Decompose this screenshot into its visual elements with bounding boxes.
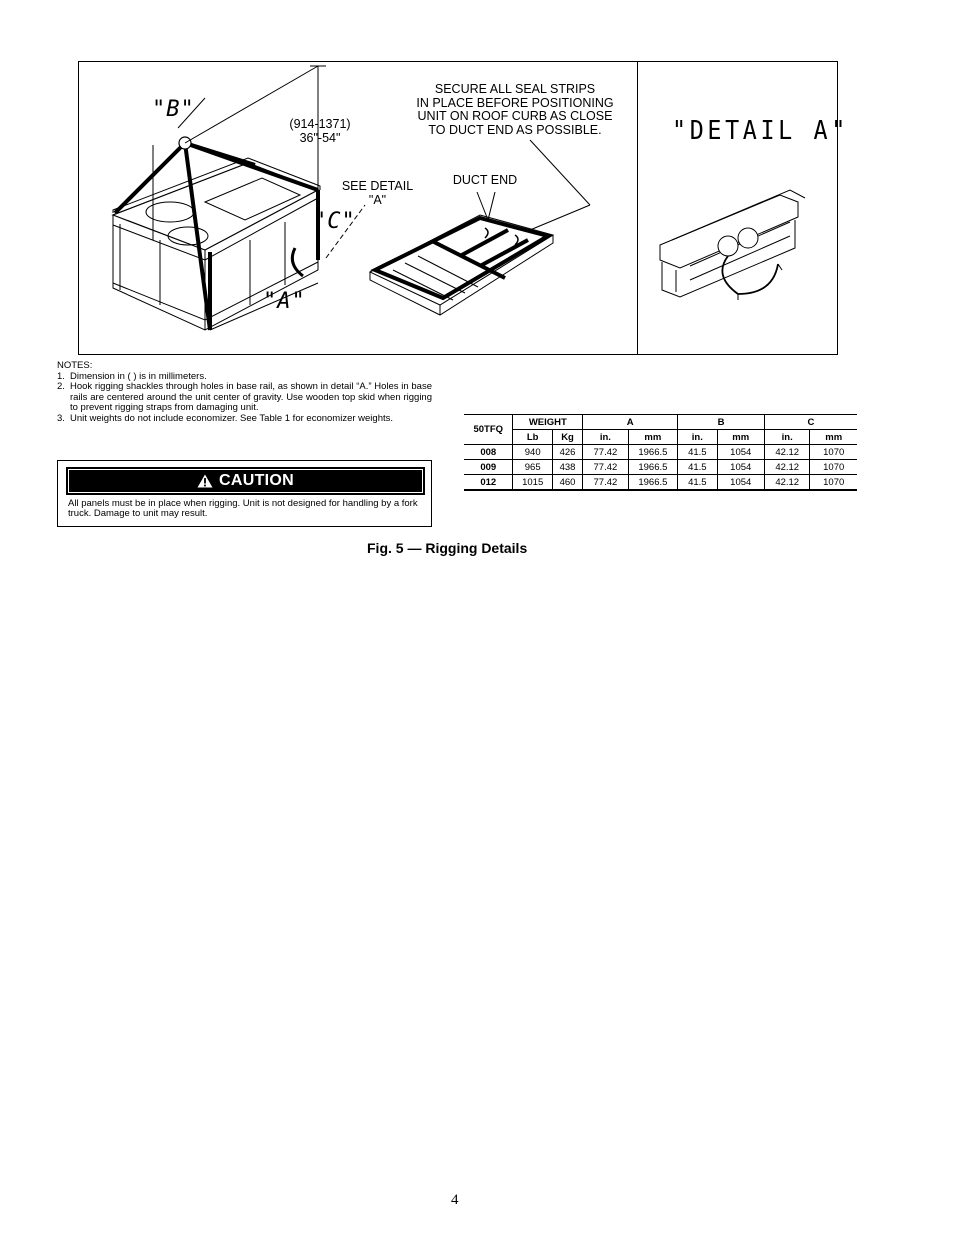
table-cell: 460 — [552, 475, 582, 491]
group-header: C — [764, 415, 857, 430]
note-text: Dimension in ( ) is in millimeters. — [70, 370, 207, 382]
table-cell: 1070 — [810, 460, 857, 475]
table-cell: 1966.5 — [628, 445, 678, 460]
note-text: Hook rigging shackles through holes in base rail, as shown in detail “A.” Holes in base rails are centered around the unit center of gravity. Use wooden top skid when rigging to prevent rigging straps from damaging unit. — [70, 381, 432, 414]
group-header: A — [583, 415, 678, 430]
caution-text: All panels must be in place when rigging. Unit is not designed for handling by a fork truck. Damage to unit may result. — [68, 498, 418, 520]
table-cell: 012 — [464, 475, 513, 491]
table-cell: 42.12 — [764, 460, 809, 475]
table-cell: 1054 — [717, 460, 764, 475]
page-number: 4 — [451, 1192, 459, 1208]
table-cell: 009 — [464, 460, 513, 475]
note-number: 2. — [57, 381, 65, 393]
label-c: "C" — [313, 209, 356, 234]
table-cell: 1966.5 — [628, 475, 678, 491]
callout-duct-end: DUCT END — [452, 173, 518, 187]
sub-header: in. — [764, 430, 809, 445]
label-a: "A" — [263, 289, 306, 314]
callout-dimension: (914-1371) 36"-54" — [289, 117, 351, 145]
table-cell: 1966.5 — [628, 460, 678, 475]
label-b: "B" — [152, 97, 195, 122]
table-cell: 42.12 — [764, 445, 809, 460]
figure-caption: Fig. 5 — Rigging Details — [367, 540, 528, 556]
table-subheader-row — [464, 430, 857, 445]
model-header: 50TFQ — [464, 415, 513, 445]
note-number: 3. — [57, 412, 65, 424]
caution-title: CAUTION — [219, 472, 294, 489]
callout-see-detail: SEE DETAIL "A" — [341, 179, 414, 207]
table-cell: 1070 — [810, 445, 857, 460]
table-cell: 77.42 — [583, 475, 628, 491]
sub-header: in. — [678, 430, 717, 445]
sub-header: in. — [583, 430, 628, 445]
sub-header: mm — [810, 430, 857, 445]
table-cell: 438 — [552, 460, 582, 475]
table-row — [464, 475, 857, 491]
detail-a-drawing — [660, 190, 805, 300]
table-row — [464, 445, 857, 460]
note-item — [57, 382, 432, 414]
weights-table — [464, 414, 857, 491]
note-text: Unit weights do not include economizer. See Table 1 for economizer weights. — [70, 412, 394, 424]
sub-header: Lb — [513, 430, 552, 445]
notes — [57, 361, 432, 425]
group-header: WEIGHT — [513, 415, 583, 430]
detail-a-title: "DETAIL A" — [672, 116, 849, 146]
notes-heading: NOTES: — [57, 360, 93, 371]
sub-header: mm — [628, 430, 678, 445]
table-cell: 940 — [513, 445, 552, 460]
warning-triangle-icon — [197, 474, 213, 488]
rigging-illustration — [0, 0, 954, 400]
table-cell: 77.42 — [583, 445, 628, 460]
table-cell: 1015 — [513, 475, 552, 491]
sub-header: mm — [717, 430, 764, 445]
table-row — [464, 460, 857, 475]
table-cell: 42.12 — [764, 475, 809, 491]
roof-curb-drawing — [370, 140, 590, 315]
table-cell: 77.42 — [583, 460, 628, 475]
caution-box — [57, 460, 432, 527]
table-cell: 41.5 — [678, 460, 717, 475]
callout-seal-strips: SECURE ALL SEAL STRIPS IN PLACE BEFORE POSITIONING UNIT ON ROOF CURB AS CLOSE TO DUCT END AS POSSIBLE. — [416, 82, 614, 137]
table-cell: 1054 — [717, 475, 764, 491]
table-cell: 41.5 — [678, 445, 717, 460]
caution-header — [66, 467, 425, 495]
table-cell: 008 — [464, 445, 513, 460]
table-cell: 41.5 — [678, 475, 717, 491]
sub-header: Kg — [552, 430, 582, 445]
table-cell: 1054 — [717, 445, 764, 460]
note-number: 1. — [57, 370, 65, 382]
table-cell: 965 — [513, 460, 552, 475]
note-item — [57, 414, 432, 425]
table-cell: 426 — [552, 445, 582, 460]
table-header-row — [464, 415, 857, 430]
group-header: B — [678, 415, 765, 430]
table-cell: 1070 — [810, 475, 857, 491]
